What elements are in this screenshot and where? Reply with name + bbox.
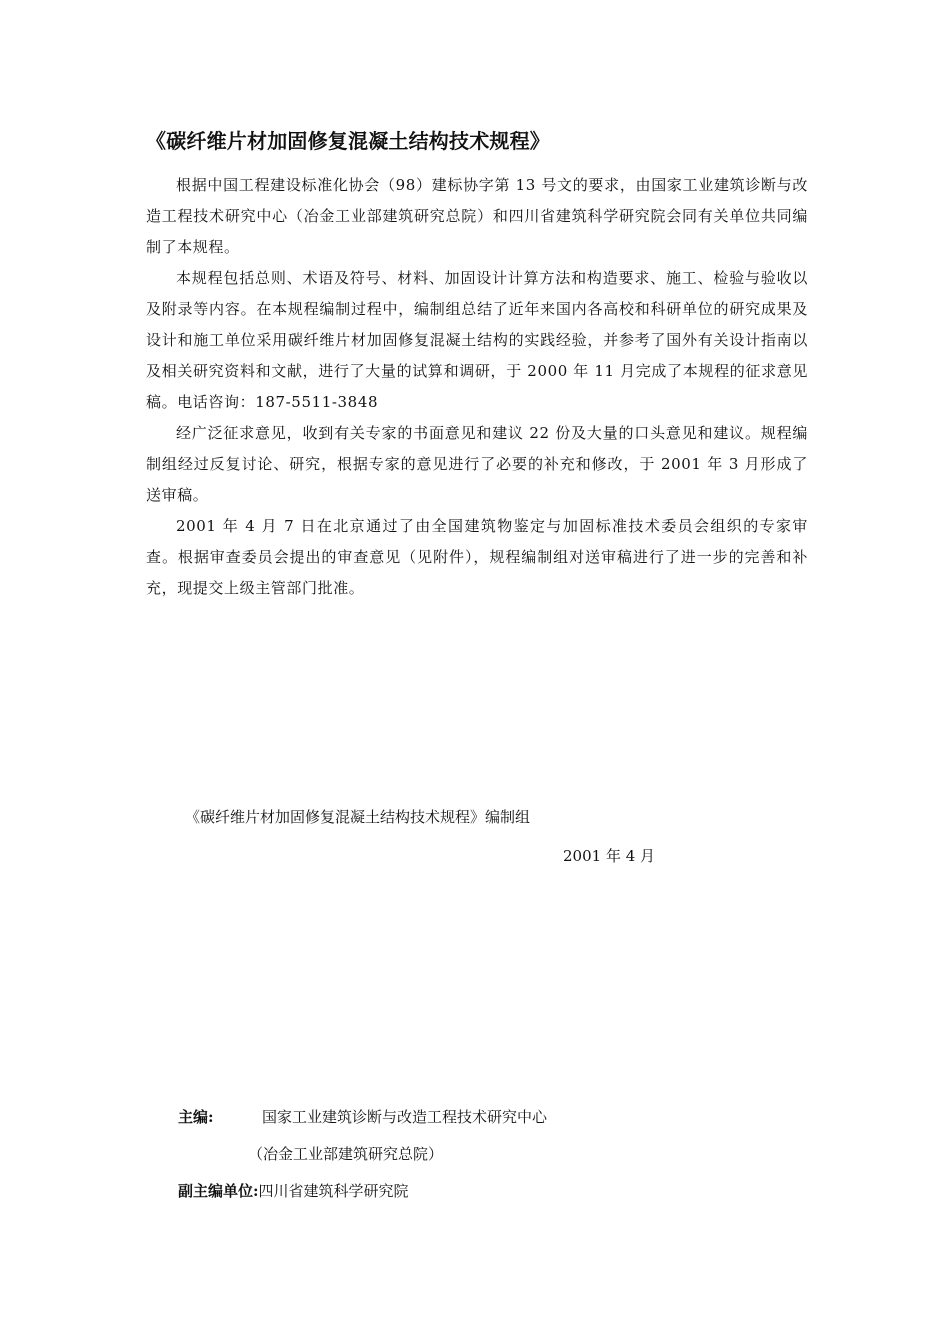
signature-group: 《碳纤维片材加固修复混凝土结构技术规程》编制组 xyxy=(185,808,531,826)
paragraph-1: 根据中国工程建设标准化协会（98）建标协字第 13 号文的要求，由国家工业建筑诊断与改造工程技术研究中心（冶金工业部建筑研究总院）和四川省建筑科学研究院会同有关单位共同编制了本规程。 xyxy=(146,176,808,256)
editors-block xyxy=(178,1104,547,1215)
signature-date: 2001 年 4 月 xyxy=(563,847,656,865)
chief-editor-sub-value: （冶金工业部建筑研究总院） xyxy=(248,1145,444,1163)
chief-editor-row xyxy=(178,1104,547,1141)
deputy-editor-value: 四川省建筑科学研究院 xyxy=(258,1182,409,1200)
paragraph-2: 本规程包括总则、术语及符号、材料、加固设计计算方法和构造要求、施工、检验与验收以及附录等内容。在本规程编制过程中，编制组总结了近年来国内各高校和科研单位的研究成果及设计和施工单位采用碳纤维片材加固修复混凝土结构的实践经验，并参考了国外有关设计指南以及相关研究资料和文献，进行了大量的试算和调研，于 2000 年 11 月完成了本规程的征求意见稿。电话咨询：187-5511-3848 xyxy=(146,269,808,411)
document-body xyxy=(146,170,808,604)
deputy-editor-row xyxy=(178,1178,547,1215)
paragraph-4: 2001 年 4 月 7 日在北京通过了由全国建筑物鉴定与加固标准技术委员会组织的专家审查。根据审查委员会提出的审查意见（见附件），规程编制组对送审稿进行了进一步的完善和补充，现提交上级主管部门批准。 xyxy=(146,517,808,597)
chief-editor-label: 主编: xyxy=(178,1108,214,1126)
deputy-editor-label: 副主编单位: xyxy=(178,1182,259,1200)
document-title: 《碳纤维片材加固修复混凝土结构技术规程》 xyxy=(146,129,550,153)
chief-editor-value: 国家工业建筑诊断与改造工程技术研究中心 xyxy=(262,1108,548,1126)
paragraph-3: 经广泛征求意见，收到有关专家的书面意见和建议 22 份及大量的口头意见和建议。规程编制组经过反复讨论、研究，根据专家的意见进行了必要的补充和修改，于 2001 年 3 月形成了送审稿。 xyxy=(146,424,808,504)
chief-editor-sub-row xyxy=(178,1141,547,1178)
